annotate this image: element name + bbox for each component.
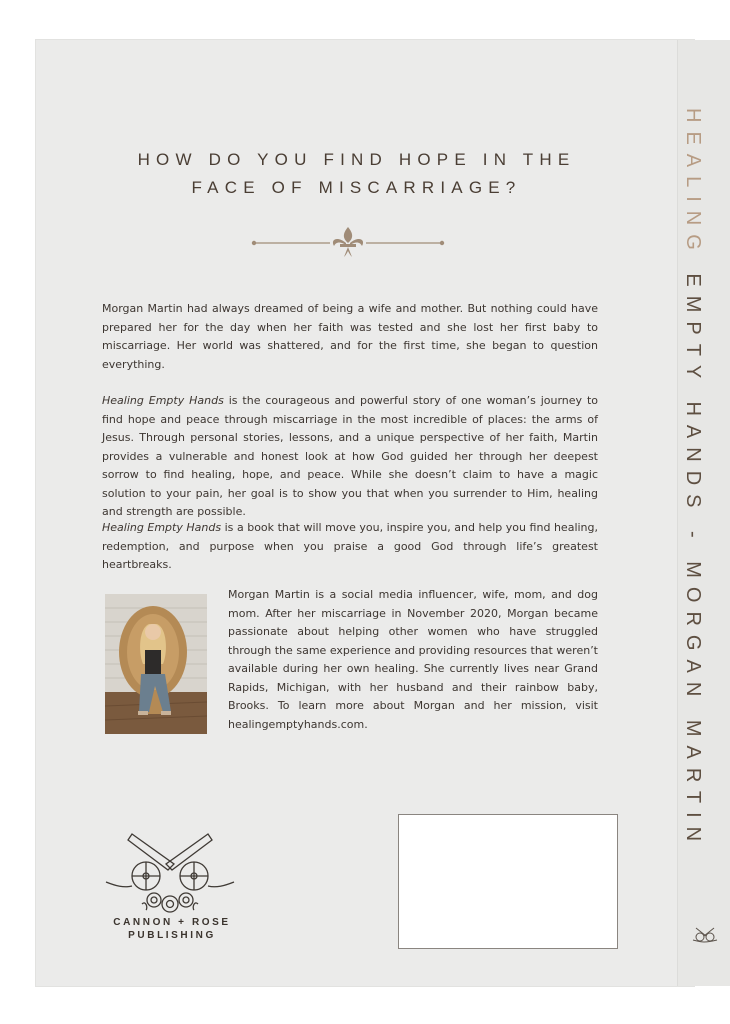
author-photo — [105, 594, 207, 734]
description-paragraph-1: Morgan Martin had always dreamed of being a wife and mother. But nothing could have prepared her for the day when her faith was tested and she lost her first baby to miscarriage. Her world was shattered, and for the first time, she began to question everything. — [102, 302, 598, 371]
book-title-italic: Healing Empty Hands — [102, 521, 222, 534]
cannon-rose-logo-icon — [102, 816, 238, 914]
publisher-name — [98, 916, 246, 942]
cannon-rose-small-logo-icon — [692, 924, 718, 944]
book-spine — [677, 40, 730, 986]
description-paragraph-3-text: is a book that will move you, inspire you, and help you find healing, redemption, and purpose when you praise a good God through life’s greatest heartbreaks. — [102, 521, 599, 571]
headline-line-2: FACE OF MISCARRIAGE? — [191, 178, 522, 197]
publisher-name-line-1: CANNON + ROSE — [113, 917, 231, 928]
cover-headline — [36, 146, 677, 202]
publisher-name-line-2: PUBLISHING — [128, 930, 216, 941]
spine-title-light: HEALING — [682, 108, 704, 259]
book-title-italic: Healing Empty Hands — [102, 394, 224, 407]
spine-title — [681, 108, 704, 850]
fleur-de-lis-divider-icon — [250, 223, 446, 263]
description-paragraph-2 — [102, 392, 598, 522]
spine-title-dark: EMPTY HANDS — [682, 273, 704, 517]
spine-separator: - — [682, 516, 704, 562]
description-paragraph-3 — [102, 519, 598, 575]
author-bio: Morgan Martin is a social media influencer, wife, mom, and dog mom. After her miscarriage in November 2020, Morgan became passionate about helping other women who have struggled through the same experience and providing resources that weren’t available during her own healing. She currently lives near Grand Rapids, Michigan, with her husband and their rainbow baby, Brooks. To learn more about Morgan and her mission, visit healingemptyhands.com. — [228, 588, 598, 731]
description-paragraph-2-text: is the courageous and powerful story of one woman’s journey to find hope and peace through miscarriage in the most incredible of places: the arms of Jesus. Through personal stories, lessons, and a unique perspective of her faith, Martin provides a vulnerable and honest look at how God guided her through her deepest sorrow to find healing, hope, and peace. While she doesn’t claim to have a magic solution to your pain, her goal is to show you that when you surrender to Him, healing and strength are possible. — [102, 394, 599, 518]
spine-author: MORGAN MARTIN — [682, 561, 704, 851]
barcode-placeholder — [398, 814, 618, 949]
headline-line-1: HOW DO YOU FIND HOPE IN THE — [137, 150, 576, 169]
book-back-cover — [36, 40, 704, 986]
